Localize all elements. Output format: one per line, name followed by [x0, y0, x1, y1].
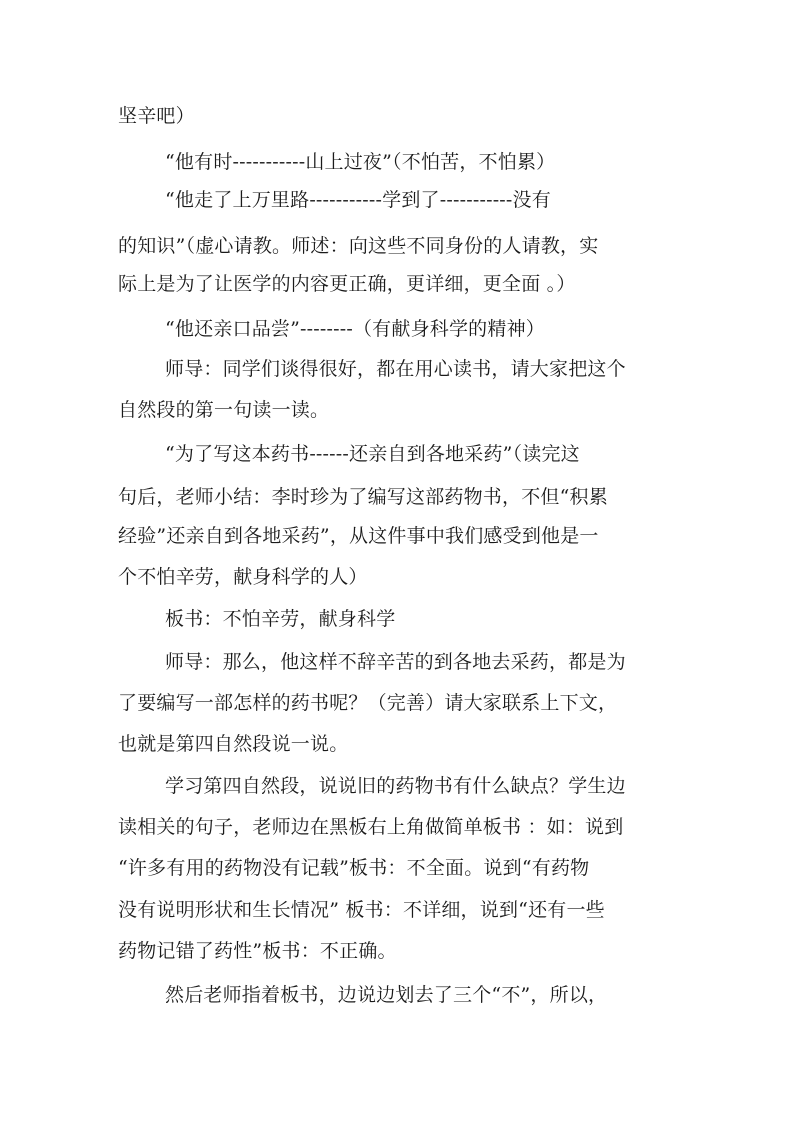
- text-line-16: 也就是第四自然段说一说。: [118, 733, 349, 755]
- text-line-22: 然后老师指着板书，边说边划去了三个“不”，所以，: [165, 984, 608, 1006]
- text-line-20: 没有说明形状和生长情况” 板书：不详细，说到“还有一些: [118, 899, 605, 921]
- text-line-6: “他还亲口品尝”--------（有献身科学的精神）: [165, 318, 545, 340]
- text-line-15: 了要编写一部怎样的药书呢？（完善）请大家联系上下文，: [118, 692, 618, 714]
- text-line-19: “许多有用的药物没有记载”板书：不全面。说到“有药物: [118, 857, 590, 879]
- text-line-14: 师导：那么，他这样不辞辛苦的到各地去采药，都是为: [165, 651, 626, 673]
- text-line-5: 际上是为了让医学的内容更正确，更详细，更全面 。）: [118, 273, 576, 295]
- text-line-3: “他走了上万里路-----------学到了-----------没有: [165, 189, 551, 211]
- text-line-2: “他有时-----------山上过夜”（不怕苦，不怕累）: [165, 151, 556, 173]
- text-line-9: “为了写这本药书------还亲自到各地采药”（读完这: [165, 443, 580, 465]
- text-line-13: 板书：不怕辛劳，献身科学: [165, 608, 396, 630]
- text-line-18: 读相关的句子，老师边在黑板右上角做简单板书 ：如：说到: [118, 816, 624, 838]
- text-line-8: 自然段的第一句读一读。: [118, 399, 330, 421]
- text-line-17: 学习第四自然段，说说旧的药物书有什么缺点？学生边: [165, 775, 626, 797]
- text-line-12: 个不怕辛劳，献身科学的人）: [118, 566, 368, 588]
- text-line-11: 经验”还亲自到各地采药”，从这件事中我们感受到他是一: [118, 525, 599, 547]
- text-line-21: 药物记错了药性”板书：不正确。: [118, 940, 397, 962]
- text-line-4: 的知识”（虚心请教。师述：向这些不同身份的人请教，实: [118, 235, 599, 257]
- text-line-7: 师导：同学们谈得很好，都在用心读书，请大家把这个: [165, 358, 626, 380]
- text-line-1: 坚辛吧）: [118, 105, 195, 127]
- text-line-10: 句后，老师小结：李时珍为了编写这部药物书，不但“积累: [118, 486, 608, 508]
